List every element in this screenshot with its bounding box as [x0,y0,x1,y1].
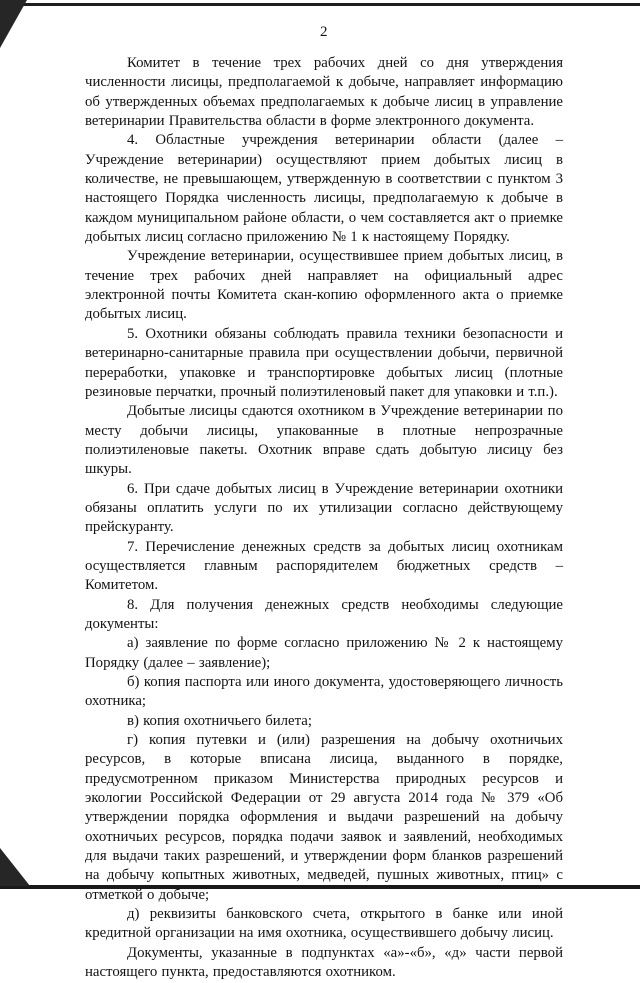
paragraph-point-5: 5. Охотники обязаны соблюдать правила техники безопасности и ветеринарно-санитарные правила при осуществлении добычи, первичной переработки, упаковке и транспортировке добытых лисиц (плотные резиновые перчатки, прочный полиэтиленовый пакет для упаковки и т.п.). [85,325,563,400]
paragraph-subpoint-g: г) копия путевки и (или) разрешения на добычу охотничьих ресурсов, в которые вписана лисица, выданного в порядке, предусмотренном приказом Министерства природных ресурсов и экологии Российской Федерации от 29 августа 2014 года № 379 «Об утверждении порядка оформления и выдачи разрешений на добычу охотничьих ресурсов, порядка подачи заявок и заявлений, необходимых для выдачи таких разрешений, и утверждении форм бланков разрешений на добычу копытных животных, медведей, пушных животных, птиц» с отметкой о добыче; [85,732,563,903]
paragraph-documents-submission: Документы, указанные в подпунктах «а»-«б», «д» части первой настоящего пункта, предоставляются охотником. [85,944,563,981]
scan-artifact-top-line [0,3,640,6]
scan-artifact-top-left-triangle [0,0,27,48]
paragraph-point-7: 7. Перечисление денежных средств за добытых лисиц охотникам осуществляется главным распорядителем бюджетных средств – Комитетом. [85,538,563,594]
paragraph-point-8: 8. Для получения денежных средств необходимы следующие документы: [85,596,563,632]
document-page [85,24,563,983]
paragraph-handover-rules: Добытые лисицы сдаются охотником в Учреждение ветеринарии по месту добычи лисицы, упакованные в плотные непрозрачные полиэтиленовые пакеты. Охотник вправе сдать добытую лисицу без шкуры. [85,403,563,478]
paragraph-subpoint-v: в) копия охотничьего билета; [127,712,312,729]
paragraph-point-6: 6. При сдаче добытых лисиц в Учреждение ветеринарии охотники обязаны оплатить услуги по их утилизации согласно действующему прейскуранту. [85,480,563,536]
paragraph-committee-notification: Комитет в течение трех рабочих дней со дня утверждения численности лисицы, предполагаемой к добыче, направляет информацию об утвержденных объемах предполагаемых к добыче лисиц в управление ветеринарии Правительства области в форме электронного документа. [85,55,563,130]
paragraph-point-4: 4. Областные учреждения ветеринарии области (далее – Учреждение ветеринарии) осуществляют прием добытых лисиц в количестве, не превышающем, утвержденную в соответствии с пунктом 3 настоящего Порядка численность лисицы, предполагаемую к добыче в каждом муниципальном районе области, о чем составляется акт о приемке добытых лисиц согласно приложению № 1 к настоящему Порядку. [85,132,563,246]
paragraph-vet-institution-scan: Учреждение ветеринарии, осуществившее прием добытых лисиц, в течение трех рабочих дней направляет на официальный адрес электронной почты Комитета скан-копию оформленного акта о приемке добытых лисиц. [85,248,563,323]
paragraph-subpoint-d: д) реквизиты банковского счета, открытого в банке или иной кредитной организации на имя охотника, осуществившего добычу лисиц. [85,906,563,942]
paragraph-subpoint-b: б) копия паспорта или иного документа, удостоверяющего личность охотника; [85,674,563,710]
paragraph-subpoint-a: а) заявление по форме согласно приложению № 2 к настоящему Порядку (далее – заявление); [85,635,563,671]
page-number: 2 [320,24,328,40]
scan-artifact-bottom-left-triangle [0,848,30,886]
